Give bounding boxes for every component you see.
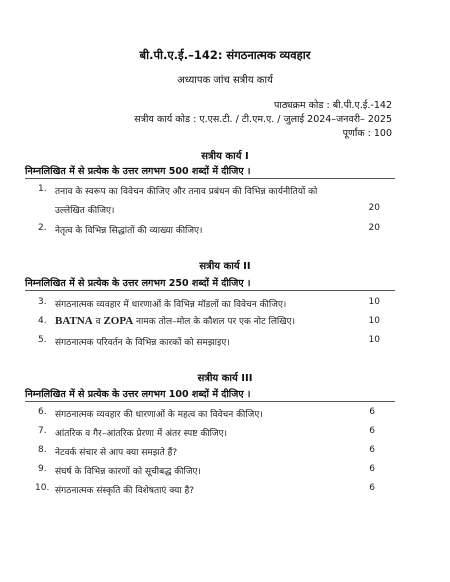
question-text: आंतरिक व गैर–आंतरिक प्रेरणा में अंतर स्पष्ट कीजिए। — [55, 429, 228, 439]
max-marks: पूर्णांक : 100 — [342, 128, 392, 139]
question-number: 2. — [38, 223, 47, 233]
question-marks: 20 — [368, 203, 380, 213]
question-marks: 6 — [369, 426, 375, 436]
question-text: संघर्ष के विभिन्न कारणों को सूचीबद्ध कीजिए। — [55, 467, 201, 477]
question-marks: 10 — [368, 316, 380, 326]
question-text-rest: नामक तोल–मोल के कौशल पर एक नोट लिखिए। — [133, 317, 296, 327]
document-subtitle: अध्यापक जांच सत्रीय कार्य — [177, 75, 273, 86]
divider — [25, 401, 395, 402]
question-marks: 6 — [369, 445, 375, 455]
section-heading-3: सत्रीय कार्य III — [197, 373, 253, 384]
question-number: 10. — [35, 483, 50, 493]
question-marks: 20 — [368, 223, 380, 233]
conjunction: व — [92, 317, 104, 327]
assignment-code: सत्रीय कार्य कोड : ए.एस.टी. / टी.एम.ए. / जुलाई 2024–जनवरी– 2025 — [134, 114, 392, 125]
question-text: नेटवर्क संचार से आप क्या समझते हैं? — [55, 448, 178, 458]
section-heading-2: सत्रीय कार्य II — [199, 261, 251, 272]
question-text: संगठनात्मक संस्कृति की विशेषताएं क्या है? — [55, 486, 195, 496]
section-instruction-3: निम्नलिखित में से प्रत्येक के उत्तर लगभग 100 शब्दों में दीजिए । — [25, 389, 251, 400]
divider — [25, 290, 395, 291]
section-instruction-1: निम्नलिखित में से प्रत्येक के उत्तर लगभग 500 शब्दों में दीजिए । — [25, 166, 251, 177]
question-text: संगठनात्मक व्यवहार में धारणाओं के विभिन्न मॉडलों का विवेचन कीजिए। — [55, 300, 287, 310]
term-batna: BATNA — [55, 315, 93, 327]
question-number: 7. — [38, 426, 47, 436]
question-marks: 10 — [368, 335, 380, 345]
question-number: 8. — [38, 445, 47, 455]
course-code: पाठ्यक्रम कोड : बी.पी.ए.ई.-142 — [274, 100, 392, 111]
section-instruction-2: निम्नलिखित में से प्रत्येक के उत्तर लगभग 250 शब्दों में दीजिए । — [25, 278, 251, 289]
question-number: 1. — [38, 184, 47, 194]
document-title: बी.पी.ए.ई.–142: संगठनात्मक व्यवहार — [139, 48, 311, 62]
question-marks: 6 — [369, 483, 375, 493]
question-marks: 10 — [368, 297, 380, 307]
question-text-cont: उल्लेखित कीजिए। — [55, 206, 115, 216]
question-number: 5. — [38, 335, 47, 345]
question-text: संगठनात्मक परिवर्तन के विभिन्न कारकों को समझाइए। — [55, 338, 230, 348]
question-marks: 6 — [369, 464, 375, 474]
question-number: 4. — [38, 316, 47, 326]
question-marks: 6 — [369, 407, 375, 417]
question-number: 9. — [38, 464, 47, 474]
section-heading-1: सत्रीय कार्य I — [201, 151, 249, 162]
term-zopa: ZOPA — [103, 315, 134, 327]
question-text: नेतृत्व के विभिन्न सिद्धांतों की व्याख्या कीजिए। — [55, 226, 203, 236]
question-number: 6. — [38, 407, 47, 417]
question-text: तनाव के स्वरूप का विवेचन कीजिए और तनाव प्रबंधन की विभिन्न कार्यनीतियों को — [55, 187, 318, 197]
divider — [25, 178, 395, 179]
question-number: 3. — [38, 297, 47, 307]
question-text — [55, 314, 295, 327]
question-text: संगठनात्मक व्यवहार की धारणाओं के महत्व का विवेचन कीजिए। — [55, 410, 263, 420]
